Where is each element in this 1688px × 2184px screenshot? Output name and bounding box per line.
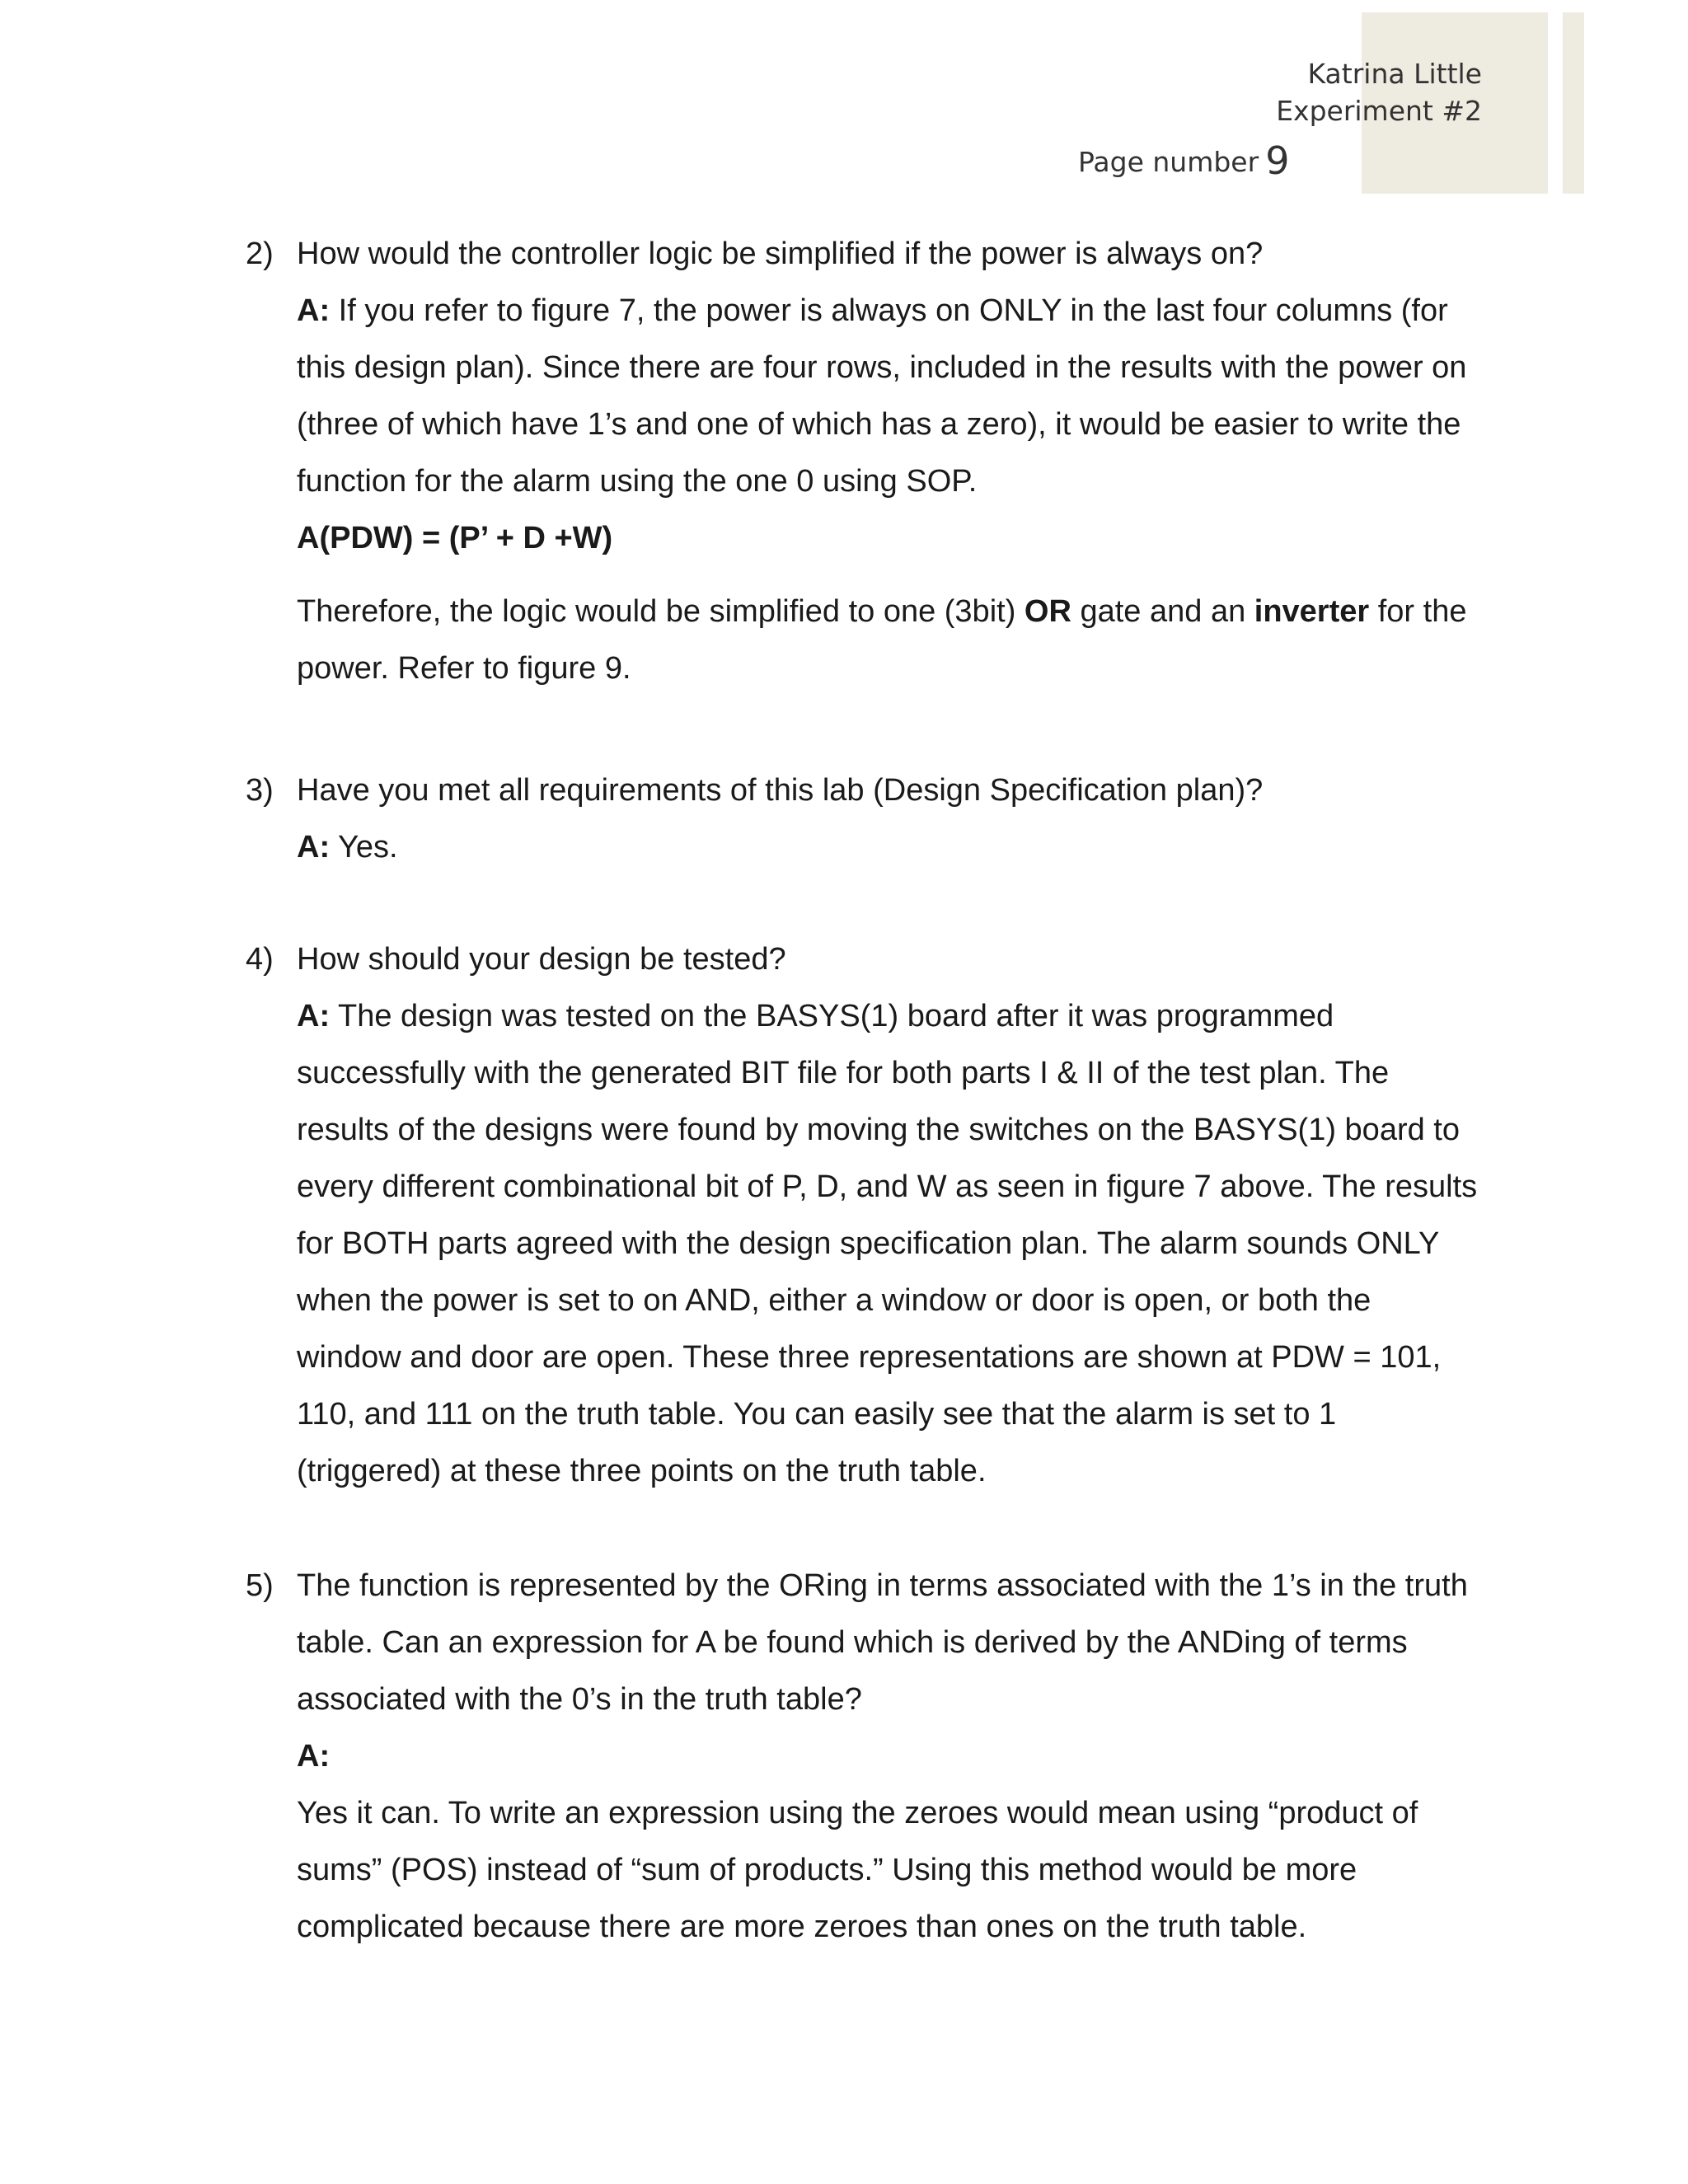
question-text: The function is represented by the ORing in terms associated with the 1’s in the truth table. Can an expression for A be found which is derived by the ANDing of terms associated with the 0’s in the truth table? [297, 1568, 1468, 1717]
answer-4 [246, 988, 1482, 1500]
conclusion-text: gate and an [1071, 594, 1254, 629]
answer-text: The design was tested on the BASYS(1) board after it was programmed successfully with the generated BIT file for both parts I & II of the test plan. The results of the designs were found by moving the switches on the BASYS(1) board to every different combinational bit of P, D, and W as seen in figure 7 above. The results for BOTH parts agreed with the design specification plan. The alarm sounds ONLY when the power is set to on AND, either a window or door is open, or both the window and door are open. These three representations are shown at PDW = 101, 110, and 111 on the truth table. You can easily see that the alarm is set to 1 (triggered) at these three points on the truth table. [297, 999, 1478, 1488]
question-5 [246, 1558, 1482, 1728]
conclusion-bold-or: OR [1024, 594, 1071, 629]
page-number-value: 9 [1265, 138, 1290, 183]
answer-text: If you refer to figure 7, the power is always on ONLY in the last four columns (for this design plan). Since there are four rows, included in the results with the power on (three of which have 1’s and one of which has a zero), it would be easier to write the function for the alarm using the one 0 using SOP. [297, 293, 1467, 499]
question-block-3 [246, 762, 1482, 876]
question-text: Have you met all requirements of this lab (Design Specification plan)? [297, 773, 1264, 808]
answer-2 [246, 283, 1482, 510]
question-block-4 [246, 931, 1482, 1500]
answer-2-conclusion [246, 583, 1482, 697]
answer-label: A: [297, 830, 331, 865]
question-4 [246, 931, 1482, 988]
question-number: 4) [246, 942, 274, 977]
header-decoration-bar [1563, 12, 1584, 194]
question-block-2 [246, 226, 1482, 697]
author-name: Katrina Little [1307, 58, 1482, 90]
answer-label: A: [297, 293, 331, 328]
answer-label: A: [297, 999, 331, 1033]
question-2 [246, 226, 1482, 283]
question-block-5 [246, 1558, 1482, 1956]
answer-3 [246, 819, 1482, 876]
question-text: How would the controller logic be simplified if the power is always on? [297, 237, 1264, 271]
question-3 [246, 762, 1482, 819]
question-text: How should your design be tested? [297, 942, 786, 977]
answer-label: A: [297, 1739, 331, 1774]
question-number: 2) [246, 237, 274, 271]
answer-text: Yes. [330, 830, 398, 865]
question-number: 3) [246, 773, 274, 808]
conclusion-text: for the power. Refer to figure 9. [297, 594, 1467, 686]
conclusion-bold-inverter: inverter [1254, 594, 1370, 629]
answer-5: Yes it can. To write an expression using the zeroes would mean using “product of sums” (POS) instead of “sum of products.” Using this method would be more complicated because there are more zeroes than ones on the truth table. [297, 1796, 1418, 1944]
question-number: 5) [246, 1568, 274, 1603]
page-number-label: Page number [1078, 146, 1259, 178]
page-number [1078, 138, 1289, 183]
formula: A(PDW) = (P’ + D +W) [297, 521, 613, 555]
experiment-title: Experiment #2 [1276, 95, 1482, 127]
conclusion-text: Therefore, the logic would be simplified to one (3bit) [297, 594, 1025, 629]
